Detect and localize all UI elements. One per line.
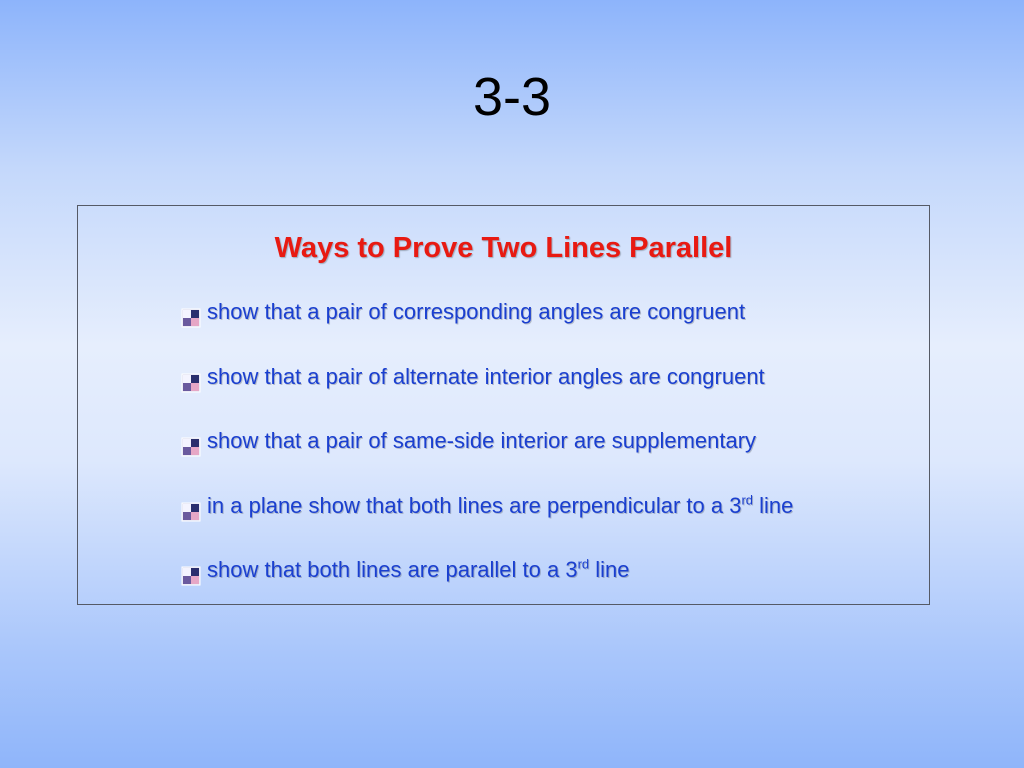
checkered-square-bullet-icon — [181, 502, 201, 522]
checkered-square-bullet-icon — [181, 308, 201, 328]
box-heading: Ways to Prove Two Lines Parallel — [274, 232, 733, 264]
checkered-square-bullet-icon — [181, 566, 201, 586]
bullet-text: show that a pair of same-side interior are supplementary — [207, 428, 757, 453]
bullet-list — [181, 296, 793, 619]
superscript: rd — [577, 556, 590, 572]
list-item — [181, 425, 793, 490]
bullet-text: show that a pair of corresponding angles are congruent — [207, 299, 746, 324]
checkered-square-bullet-icon — [181, 437, 201, 457]
superscript: rd — [741, 492, 754, 508]
list-item — [181, 296, 793, 361]
content-box — [77, 205, 930, 605]
bullet-text: in a plane show that both lines are perpendicular to a 3rd line — [207, 492, 794, 518]
list-item — [181, 361, 793, 426]
checkered-square-bullet-icon — [181, 373, 201, 393]
list-item — [181, 490, 793, 555]
list-item — [181, 554, 793, 619]
bullet-text: show that both lines are parallel to a 3rd line — [207, 556, 630, 582]
slide-title: 3-3 — [472, 67, 552, 127]
bullet-text: show that a pair of alternate interior angles are congruent — [207, 363, 765, 389]
